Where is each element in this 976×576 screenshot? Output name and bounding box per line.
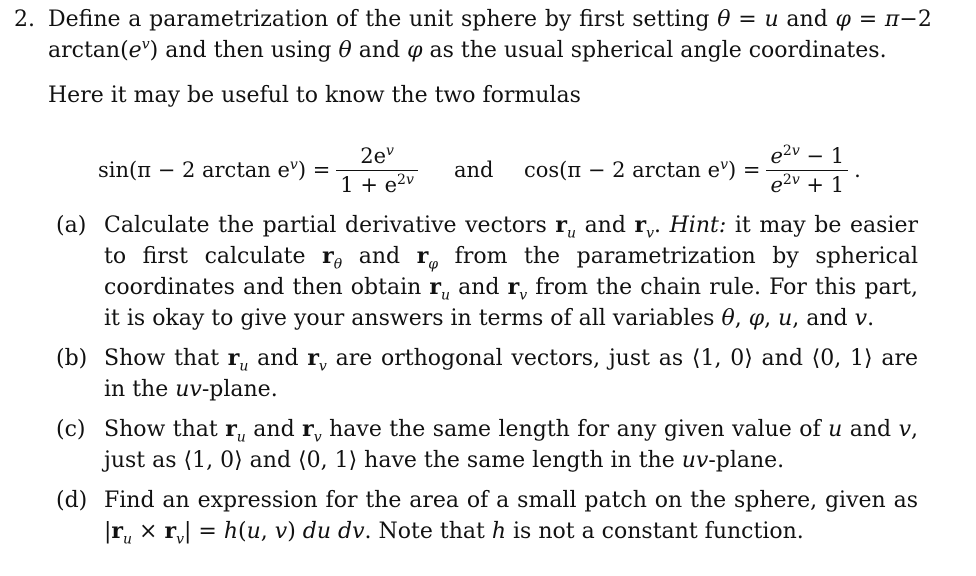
part-d — [56, 485, 918, 547]
part-label: (d) — [56, 488, 88, 513]
part-b — [56, 343, 918, 405]
problem-parts — [56, 210, 918, 556]
sin-formula — [98, 134, 424, 206]
cos-lhs: cos(π − 2 $\arctan e^v$) = — [524, 156, 761, 182]
part-c — [56, 414, 918, 476]
sin-numerator: $2e^v$ — [360, 142, 394, 168]
statement-text: Define a parametrization of the unit sphere by first setting θ = u and φ = π−2 $\arctan(e^v)$ and then using θ and φ as the usual spherical angle coordinates. — [48, 7, 935, 63]
problem-number: 2. — [14, 7, 35, 32]
part-label: (a) — [56, 213, 87, 238]
part-text: Find an expression for the area of a small patch on the sphere, given as $|r_u \times r_v| = h(u$, v) du dv. Note that h is not a constant function. — [104, 488, 918, 548]
cos-denominator: $e^{2v} + 1$ — [766, 170, 848, 199]
problem-2 — [14, 4, 934, 111]
part-text: Calculate the partial derivative vectors $r_u$ and $r_v$. Hint: it may be easier to first calculate $r_\theta$ and $r_\varphi$ from the parametrization by spherical coordinates and then obtain $r_u$ and $r_v$ from the chain rule. For this part, it is okay to give your answers in terms of all variables θ, φ, u, and v. — [104, 212, 918, 331]
formula-joiner: and — [454, 157, 494, 182]
intro-text: Here it may be useful to know the two formulas — [48, 83, 581, 108]
sin-lhs: sin(π − 2 $\arctan e^v$) = — [98, 156, 331, 182]
cos-numerator: $e^{2v} - 1$ — [770, 142, 845, 168]
part-text: Show that $r_u$ and $r_v$ are orthogonal vectors, just as ⟨1, 0⟩ and ⟨0, 1⟩ are in the uv-plane. — [104, 345, 918, 402]
cos-fraction — [766, 142, 848, 199]
part-text: Show that $r_u$ and $r_v$ have the same length for any given value of u and v, just as ⟨1, 0⟩ and ⟨0, 1⟩ have the same length in the uv-plane. — [104, 416, 919, 473]
sin-fraction — [336, 142, 418, 199]
part-label: (c) — [56, 417, 86, 442]
sin-denominator: $1 + e^{2v}$ — [336, 170, 418, 199]
formula-display — [98, 134, 918, 206]
problem-statement — [48, 4, 934, 111]
part-a — [56, 210, 918, 334]
part-label: (b) — [56, 346, 88, 371]
cos-formula: cos(π − 2 $\arctan e^v$) = $\frac{e^{2v} - 1}{e^{2v} + 1}$ . — [524, 142, 861, 197]
